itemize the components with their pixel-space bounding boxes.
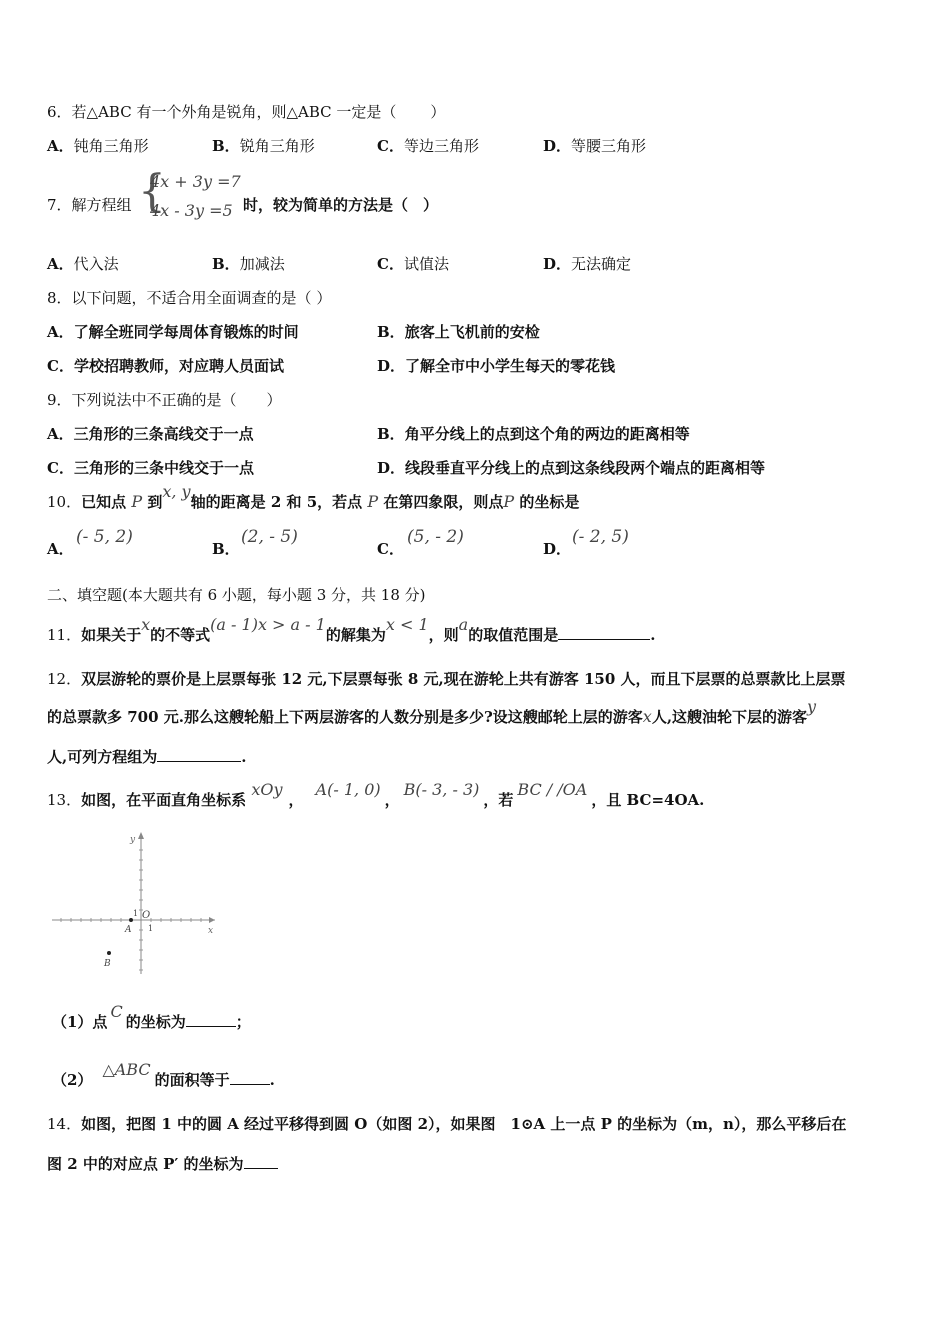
q12-number: 12． <box>47 670 82 688</box>
q8-option-a[interactable]: A．了解全班同学每周体育锻炼的时间 <box>47 323 299 341</box>
q7-number: 7． <box>47 196 72 214</box>
q8-option-d[interactable]: D．了解全市中小学生每天的零花钱 <box>377 357 616 375</box>
q13-sub-1: （1）点C的坐标为 ； <box>52 1002 251 1031</box>
q9-option-d[interactable]: D．线段垂直平分线上的点到这条线段两个端点的距离相等 <box>377 459 766 477</box>
q9-option-c[interactable]: C．三角形的三条中线交于一点 <box>47 459 254 477</box>
q10-option-a-letter[interactable]: A． <box>47 540 74 558</box>
q13-sub1-blank[interactable] <box>186 1010 236 1027</box>
q10-option-d[interactable]: (- 2, 5) <box>572 527 629 547</box>
q10-option-b[interactable]: (2, - 5) <box>241 527 298 547</box>
q12-answer-blank[interactable] <box>157 745 241 762</box>
q12-line-2: 的总票款多 700 元.那么这艘轮船上下两层游客的人数分别是多少?设这艘邮轮上层的游客x人,这艘油轮下层的游客y <box>47 697 817 726</box>
q7-brace: { <box>138 166 166 217</box>
q11-stem: 11．如果关于x的不等式(a - 1)x > a - 1的解集为x < 1，则a的取值范围是 . <box>47 615 656 644</box>
q9-stem-text: 下列说法中不正确的是（ ） <box>71 391 282 409</box>
q11-answer-blank[interactable] <box>558 623 650 640</box>
q13-number: 13． <box>47 791 82 809</box>
q14-line-2: 图 2 中的对应点 P′ 的坐标为 <box>47 1152 278 1174</box>
q14-answer-blank[interactable] <box>244 1152 278 1169</box>
q10-option-b-letter[interactable]: B． <box>212 540 240 558</box>
q13-sub2-blank[interactable] <box>230 1068 270 1085</box>
q8-option-b[interactable]: B．旅客上飞机前的安检 <box>377 323 540 341</box>
q13-y-arrow <box>138 832 144 839</box>
q7-option-d[interactable]: D．无法确定 <box>543 255 632 273</box>
q13-one-y-label: 1 <box>133 909 139 918</box>
q6-option-c[interactable]: C．等边三角形 <box>377 137 479 155</box>
q10-number: 10． <box>47 493 82 511</box>
q8-number: 8． <box>47 289 72 307</box>
q8-stem <box>47 288 331 308</box>
q13-stem: 13．如图，在平面直角坐标系 xOy，A(- 1, 0)，B(- 3, - 3)，若BC / /OA，且 BC=4OA. <box>47 780 705 809</box>
q10-option-c[interactable]: (5, - 2) <box>407 527 464 547</box>
q12-var-y: y <box>807 697 817 716</box>
q7-option-a[interactable]: A．代入法 <box>47 255 119 273</box>
q6-stem <box>47 102 445 122</box>
q13-point-c: C <box>110 1002 123 1021</box>
q13-x-arrow <box>209 917 215 923</box>
q13-origin-label: O <box>142 910 151 921</box>
q11-inequality: (a - 1)x > a - 1 <box>210 615 326 634</box>
q13-coordinate-figure <box>50 828 220 978</box>
q13-x-label: x <box>208 926 214 936</box>
q6-stem-text: 若△ABC 有一个外角是锐角，则△ABC 一定是（ <box>71 103 397 121</box>
q10-xy: x, y <box>162 482 191 501</box>
q7-stem-lead <box>47 195 132 215</box>
q14-line-1: 14．如图，把图 1 中的圆 A 经过平移得到圆 O（如图 2），如果图 1⊙A 上一点 P 的坐标为（m，n），那么平移后在 <box>47 1115 847 1133</box>
q13-point-a-dot <box>129 918 133 922</box>
q7-equation-2: 4x - 3y =5 <box>150 201 233 220</box>
q6-option-b[interactable]: B．锐角三角形 <box>212 137 315 155</box>
q8-option-c[interactable]: C．学校招聘教师，对应聘人员面试 <box>47 357 284 375</box>
q13-triangle: △ABC <box>102 1060 151 1079</box>
q10-option-d-letter[interactable]: D． <box>543 540 572 558</box>
q13-xoy: xOy <box>251 780 283 799</box>
q11-number: 11． <box>47 626 82 644</box>
q9-stem <box>47 390 282 410</box>
q12-var-x: x <box>642 707 652 726</box>
q10-point-p: P <box>131 492 143 511</box>
q6-option-a[interactable]: A．钝角三角形 <box>47 137 149 155</box>
q13-point-b-label: B <box>104 959 111 969</box>
q13-sub-2: （2）△ABC的面积等于 . <box>52 1060 275 1089</box>
q13-y-label: y <box>130 835 136 845</box>
q13-one-x-label: 1 <box>148 924 154 933</box>
q10-option-c-letter[interactable]: C． <box>377 540 404 558</box>
q13-point-a: A(- 1, 0) <box>315 780 381 799</box>
section-2-title: 二、填空题(本大题共有 6 小题，每小题 3 分，共 18 分) <box>47 586 426 604</box>
q12-line-1: 12．双层游轮的票价是上层票每张 12 元,下层票每张 8 元,现在游轮上共有游客 150 人，而且下层票的总票款比上层票 <box>47 670 846 688</box>
q13-parallel: BC / /OA <box>517 780 588 799</box>
q9-option-a[interactable]: A．三角形的三条高线交于一点 <box>47 425 254 443</box>
q11-var-a: a <box>458 615 469 634</box>
q6-number: 6． <box>47 103 72 121</box>
q6-stem-close: ） <box>430 103 446 121</box>
q9-number: 9． <box>47 391 72 409</box>
q9-option-b[interactable]: B．角平分线上的点到这个角的两边的距离相等 <box>377 425 690 443</box>
q13-point-b-dot <box>107 951 111 955</box>
q7-stem-text: 解方程组 <box>71 196 132 214</box>
q10-stem: 10．已知点 P 到x, y轴的距离是 2 和 5，若点 P 在第四象限，则点P 的坐标是 <box>47 482 580 511</box>
q7-stem-tail: 时，较为简单的方法是（ ） <box>243 196 439 214</box>
q7-option-c[interactable]: C．试值法 <box>377 255 449 273</box>
q7-option-b[interactable]: B．加减法 <box>212 255 285 273</box>
q13-point-a-label: A <box>125 925 132 935</box>
q11-var-x: x <box>141 615 151 634</box>
q13-point-b: B(- 3, - 3) <box>403 780 480 799</box>
q11-solution: x < 1 <box>385 615 429 634</box>
q10-option-a[interactable]: (- 5, 2) <box>76 527 133 547</box>
q8-stem-text: 以下问题，不适合用全面调查的是（ ） <box>71 289 332 307</box>
q14-number: 14． <box>47 1115 82 1133</box>
q6-option-d[interactable]: D．等腰三角形 <box>543 137 647 155</box>
q12-line-3: 人,可列方程组为 . <box>47 745 246 767</box>
q7-equation-1: 4x + 3y =7 <box>150 172 241 191</box>
